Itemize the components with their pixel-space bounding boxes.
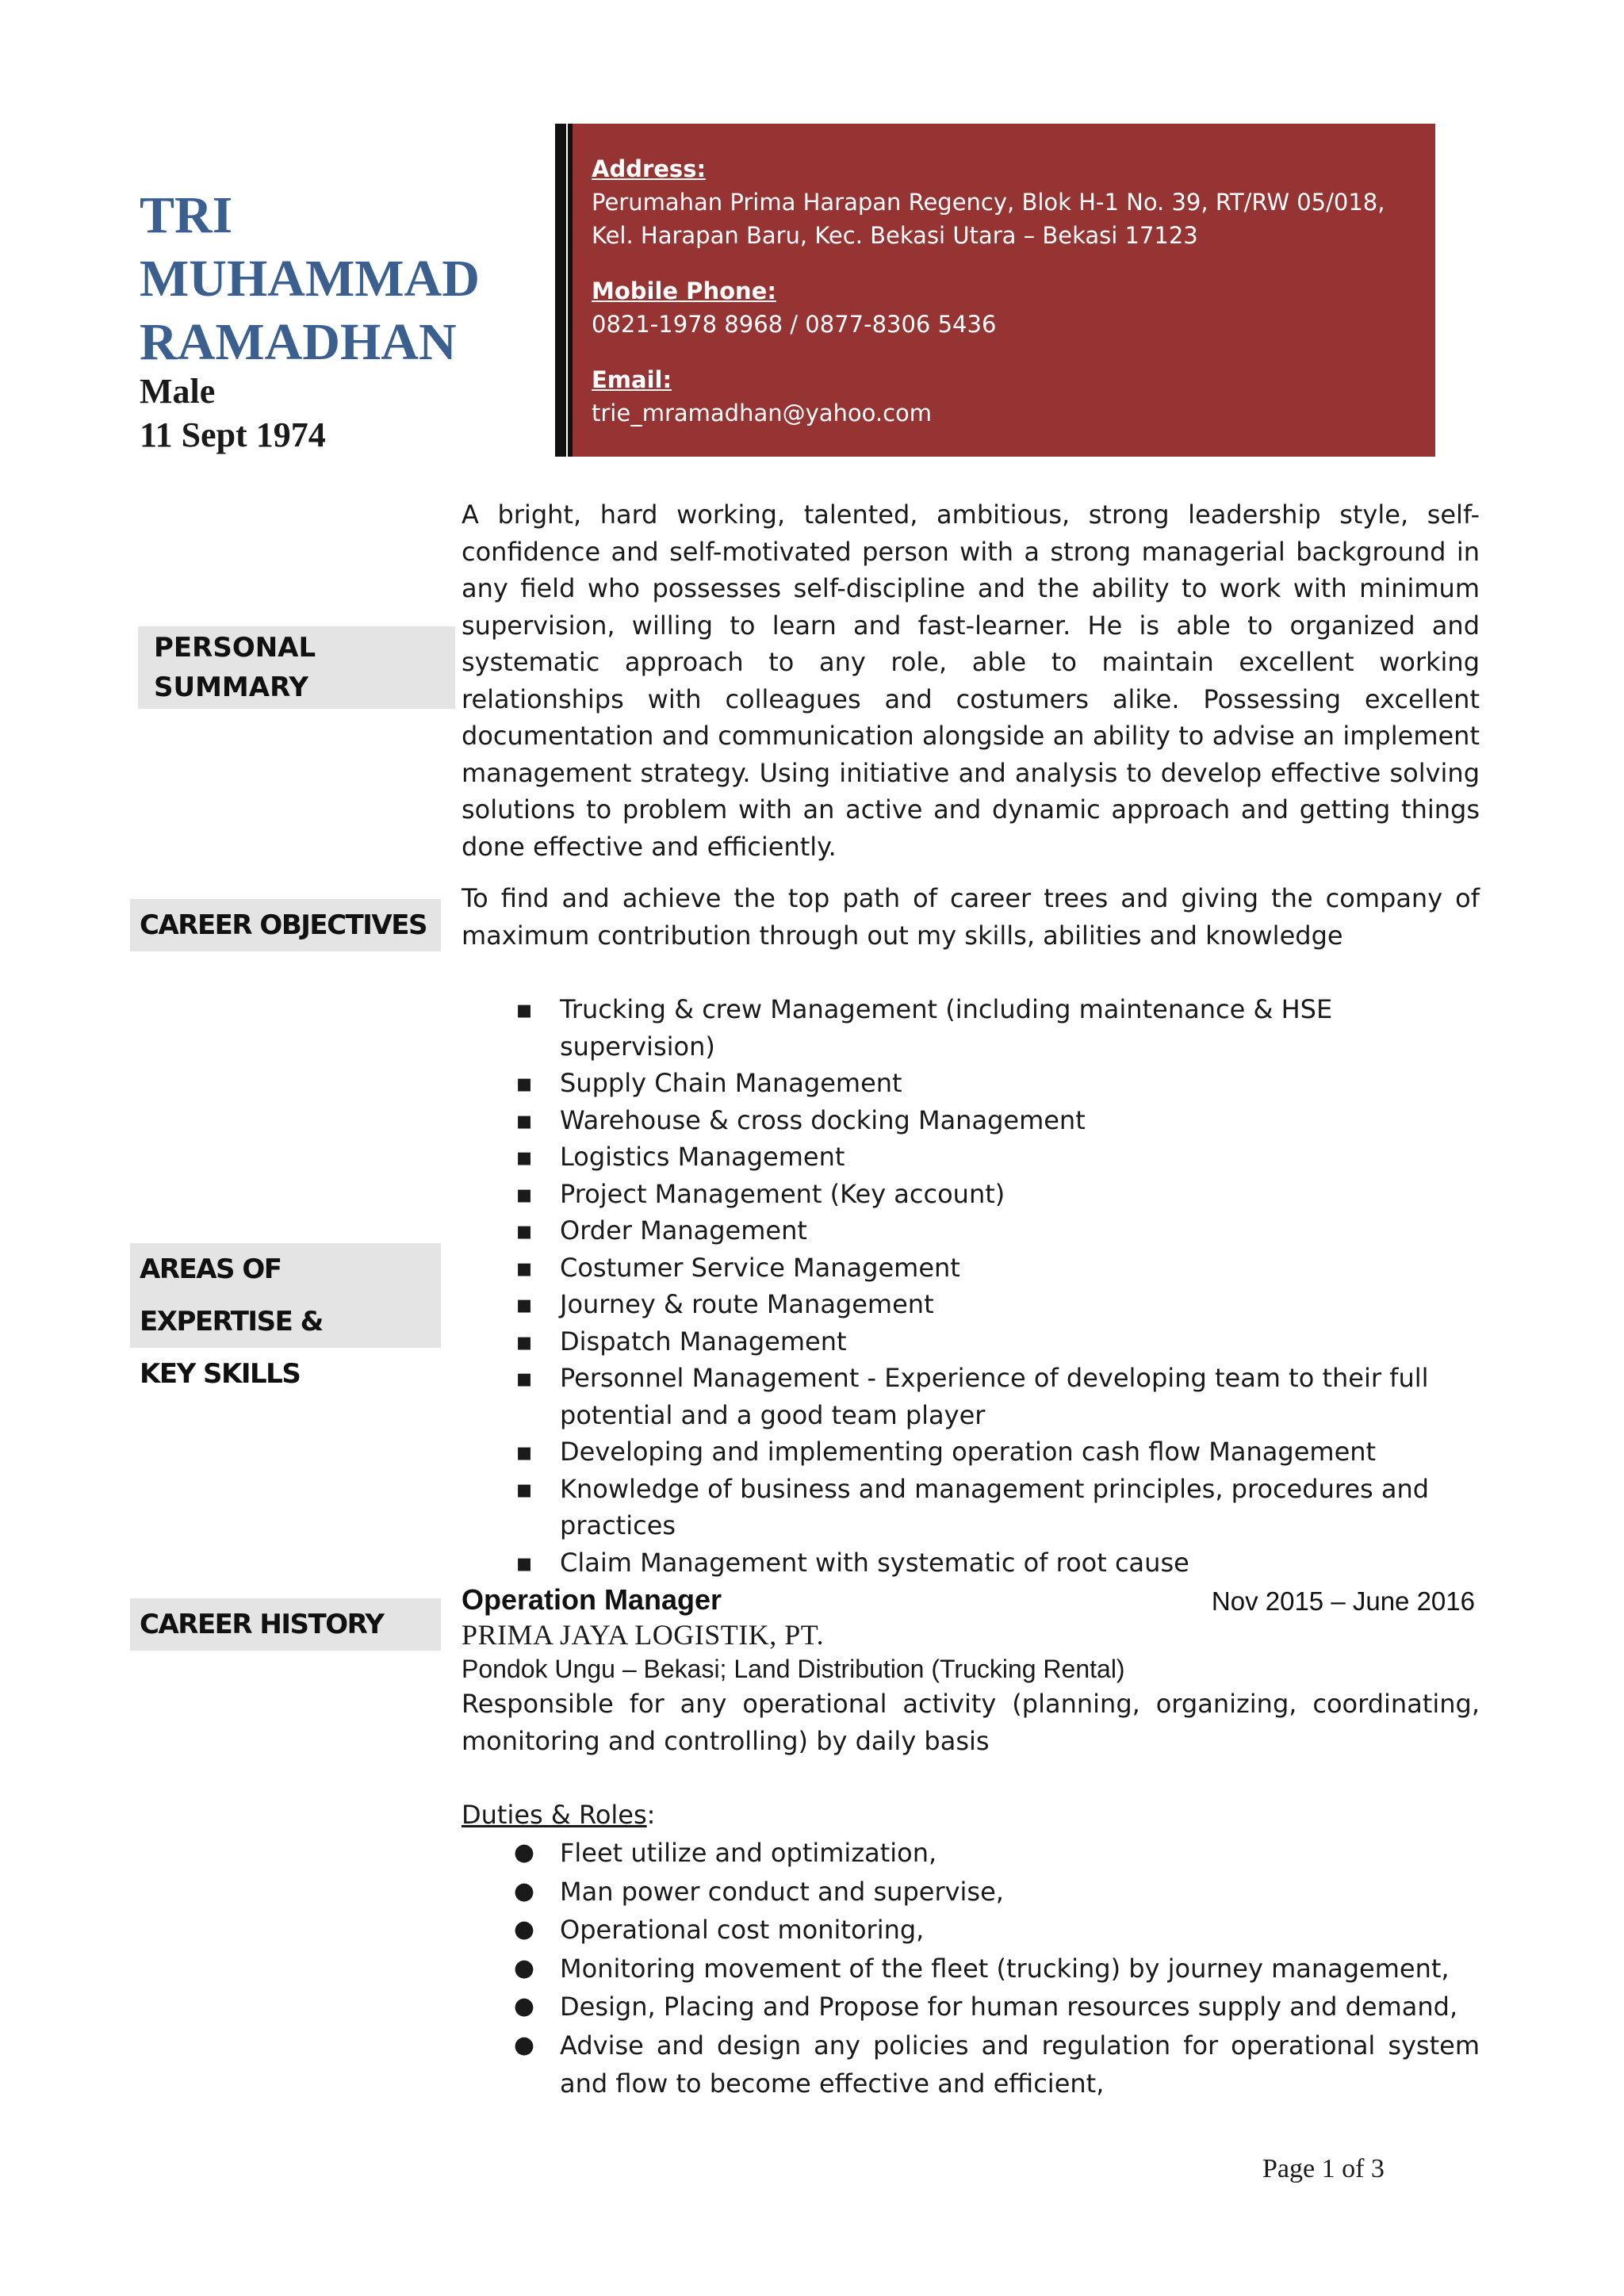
- job-title: Operation Manager: [462, 1583, 722, 1616]
- address-label: Address:: [592, 155, 707, 182]
- section-label-expertise: [130, 1243, 441, 1390]
- round-bullet-icon: ●: [513, 1954, 535, 1982]
- list-item: ▪ Warehouse & cross docking Management: [462, 1102, 1445, 1139]
- gender: Male: [140, 372, 216, 411]
- job-dates: Nov 2015 – June 2016: [1211, 1586, 1475, 1616]
- list-item: ▪ Supply Chain Management: [462, 1065, 1445, 1102]
- list-item: ▪ Order Management: [462, 1212, 1445, 1249]
- address-line-1: Perumahan Prima Harapan Regency, Blok H-1 No. 39, RT/RW 05/018,: [592, 189, 1385, 216]
- list-item: ● Design, Placing and Propose for human resources supply and demand,: [462, 1988, 1480, 2026]
- list-item: ▪ Journey & route Management: [462, 1286, 1445, 1323]
- square-bullet-icon: ▪: [515, 1289, 533, 1319]
- section-label-career-objectives: CAREER OBJECTIVES: [130, 899, 441, 951]
- list-item: ▪ Costumer Service Management: [462, 1249, 1445, 1287]
- list-item: ● Man power conduct and supervise,: [462, 1873, 1480, 1911]
- name-line-2: MUHAMMAD: [140, 250, 480, 308]
- company-name: PRIMA JAYA LOGISTIK, PT.: [462, 1619, 825, 1651]
- list-item: ▪ Trucking & crew Management (including maintenance & HSE supervision): [462, 991, 1445, 1065]
- square-bullet-icon: ▪: [515, 994, 533, 1024]
- section-label-career-history: CAREER HISTORY: [130, 1598, 441, 1651]
- contact-box: [573, 124, 1435, 457]
- list-item: ▪ Dispatch Management: [462, 1323, 1445, 1360]
- round-bullet-icon: ●: [513, 2030, 535, 2059]
- square-bullet-icon: ▪: [515, 1473, 533, 1504]
- list-item: ▪ Logistics Management: [462, 1138, 1445, 1176]
- list-item: ● Monitoring movement of the fleet (trucking) by journey management,: [462, 1950, 1480, 1988]
- page-number: Page 1 of 3: [1262, 2154, 1385, 2183]
- job-responsibility: Responsible for any operational activity (planning, organizing, coordinating, monitoring and controlling) by daily basis: [462, 1689, 1480, 1756]
- personal-summary-text: A bright, hard working, talented, ambitious, strong leadership style, self-confidence and self-motivated person with a strong managerial background in any field who possesses self-discipline and the ability to work with minimum supervision, willing to learn and fast-learner. He is able to organized and systematic approach to any role, able to maintain excellent working relationships with colleagues and costumers alike. Possessing excellent documentation and communication alongside an ability to advise an implement management strategy. Using initiative and analysis to develop effective solving solutions to problem with an active and dynamic approach and getting things done effective and efficiently.: [462, 499, 1480, 862]
- name-line-1: TRI: [140, 186, 233, 244]
- section-label-line: KEY SKILLS: [140, 1358, 301, 1390]
- round-bullet-icon: ●: [513, 1877, 535, 1905]
- round-bullet-icon: ●: [513, 1915, 535, 1943]
- square-bullet-icon: ▪: [515, 1363, 533, 1393]
- list-item: ● Fleet utilize and optimization,: [462, 1834, 1480, 1873]
- address-line-2: Kel. Harapan Baru, Kec. Bekasi Utara – Bekasi 17123: [592, 222, 1198, 249]
- square-bullet-icon: ▪: [515, 1437, 533, 1467]
- list-item: ● Operational cost monitoring,: [462, 1911, 1480, 1950]
- phone-label: Mobile Phone:: [592, 277, 776, 304]
- square-bullet-icon: ▪: [515, 1104, 533, 1135]
- section-label-line: AREAS OF EXPERTISE &: [140, 1253, 323, 1337]
- candidate-name: [140, 184, 536, 374]
- square-bullet-icon: ▪: [515, 1252, 533, 1283]
- square-bullet-icon: ▪: [515, 1547, 533, 1578]
- round-bullet-icon: ●: [513, 1992, 535, 2020]
- section-label-personal-summary: [138, 626, 455, 709]
- career-objectives-text: To find and achieve the top path of career trees and giving the company of maximum contribution through out my skills, abilities and knowledge: [462, 883, 1480, 951]
- list-item: ▪ Personnel Management - Experience of developing team to their full potential and a good team player: [462, 1360, 1445, 1433]
- date-of-birth: 11 Sept 1974: [140, 415, 326, 454]
- phone-value: 0821-1978 8968 / 0877-8306 5436: [592, 311, 997, 338]
- square-bullet-icon: ▪: [515, 1142, 533, 1172]
- section-label-line: SUMMARY: [154, 672, 309, 703]
- list-item: ▪ Knowledge of business and management principles, procedures and practices: [462, 1471, 1445, 1544]
- contact-box-border-thick: [555, 124, 566, 457]
- list-item: ▪ Claim Management with systematic of root cause: [462, 1544, 1445, 1582]
- list-item: ▪ Project Management (Key account): [462, 1176, 1445, 1213]
- expertise-list: [462, 991, 1445, 1581]
- list-item: ▪ Developing and implementing operation cash flow Management: [462, 1433, 1445, 1471]
- name-line-3: RAMADHAN: [140, 313, 457, 371]
- job-location: Pondok Ungu – Bekasi; Land Distribution (Trucking Rental): [462, 1655, 1125, 1683]
- email-label: Email:: [592, 366, 672, 393]
- square-bullet-icon: ▪: [515, 1178, 533, 1209]
- square-bullet-icon: ▪: [515, 1215, 533, 1246]
- square-bullet-icon: ▪: [515, 1068, 533, 1098]
- section-label-line: PERSONAL: [154, 632, 316, 664]
- duties-list: [462, 1834, 1480, 2103]
- list-item: ● Advise and design any policies and regulation for operational system and flow to become effective and efficient,: [462, 2026, 1480, 2103]
- duties-heading: Duties & Roles:: [462, 1800, 656, 1830]
- round-bullet-icon: ●: [513, 1839, 535, 1866]
- email-value[interactable]: trie_mramadhan@yahoo.com: [592, 400, 933, 427]
- square-bullet-icon: ▪: [515, 1326, 533, 1357]
